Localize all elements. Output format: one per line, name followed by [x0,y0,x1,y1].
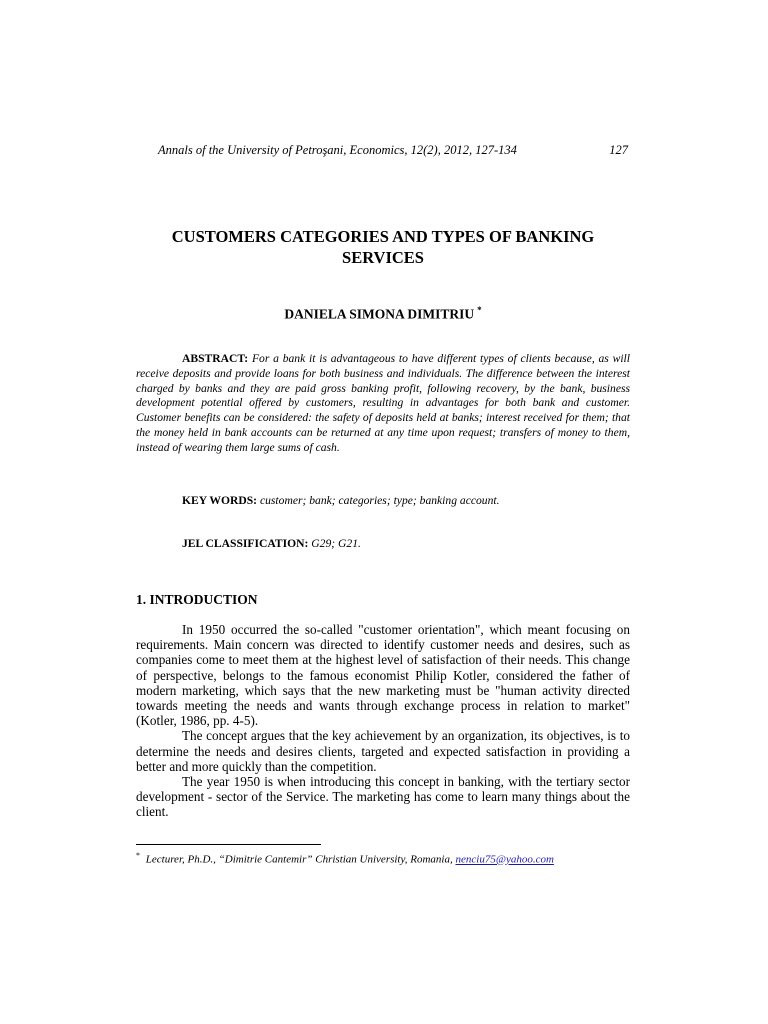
paragraph: The concept argues that the key achievement by an organization, its objectives, is to determine the needs and desires clients, targeted and expected satisfaction in providing a better and more quickly than the competition. [136,728,630,774]
keywords-text: customer; bank; categories; type; banking account. [259,494,500,507]
jel-label: JEL CLASSIFICATION: [182,537,309,550]
author-name: DANIELA SIMONA DIMITRIU [284,306,475,322]
author-footnote-mark: * [477,305,482,315]
paper-title: CUSTOMERS CATEGORIES AND TYPES OF BANKING SERVICES [171,227,595,267]
journal-citation: Annals of the University of Petroşani, Economics, 12(2), 2012, 127-134 [158,143,517,157]
section-body [136,622,630,820]
jel-text: G29; G21. [311,537,361,550]
jel-classification [182,537,630,550]
footnote-text: Lecturer, Ph.D., “Dimitrie Cantemir” Christian University, Romania, [145,853,453,866]
footnote [136,851,630,866]
footnote-divider [136,844,321,845]
paragraph: In 1950 occurred the so-called "customer orientation", which meant focusing on requirements. Main concern was directed to identify customer needs and desires, such as companies come to meet them at the highest level of satisfaction of their needs. This change of perspective, belongs to the famous economist Philip Kotler, considered the father of modern marketing, which says that the new marketing must be "human activity directed towards meeting the needs and wants through exchange process in relation to market" (Kotler, 1986, pp. 4-5). [136,622,630,729]
running-header [158,143,628,158]
keywords-label: KEY WORDS: [182,494,258,507]
abstract [136,352,630,456]
abstract-text: For a bank it is advantageous to have different types of clients because, as will receive deposits and provide loans for both business and individuals. The difference between the interest charged by banks and they are paid gross banking profit, following recovery, by the bank, business development potential offered by customers, resulting in advantages for both bank and customer. Customer benefits can be considered: the safety of deposits held at banks; interest received for them; that the money held in bank accounts can be returned at any time upon request; transfers of money to them, instead of wearing them large sums of cash. [136,352,630,454]
abstract-label: ABSTRACT: [182,352,249,365]
footnote-mark: * [136,851,140,860]
paragraph: The year 1950 is when introducing this concept in banking, with the tertiary sector development - sector of the Service. The marketing has come to learn many things about the client. [136,774,630,820]
author-line [136,305,630,323]
author-email-link[interactable]: nenciu75@yahoo.com [455,853,554,866]
keywords [182,494,630,507]
section-heading: 1. INTRODUCTION [136,592,258,607]
page-number: 127 [609,143,628,157]
